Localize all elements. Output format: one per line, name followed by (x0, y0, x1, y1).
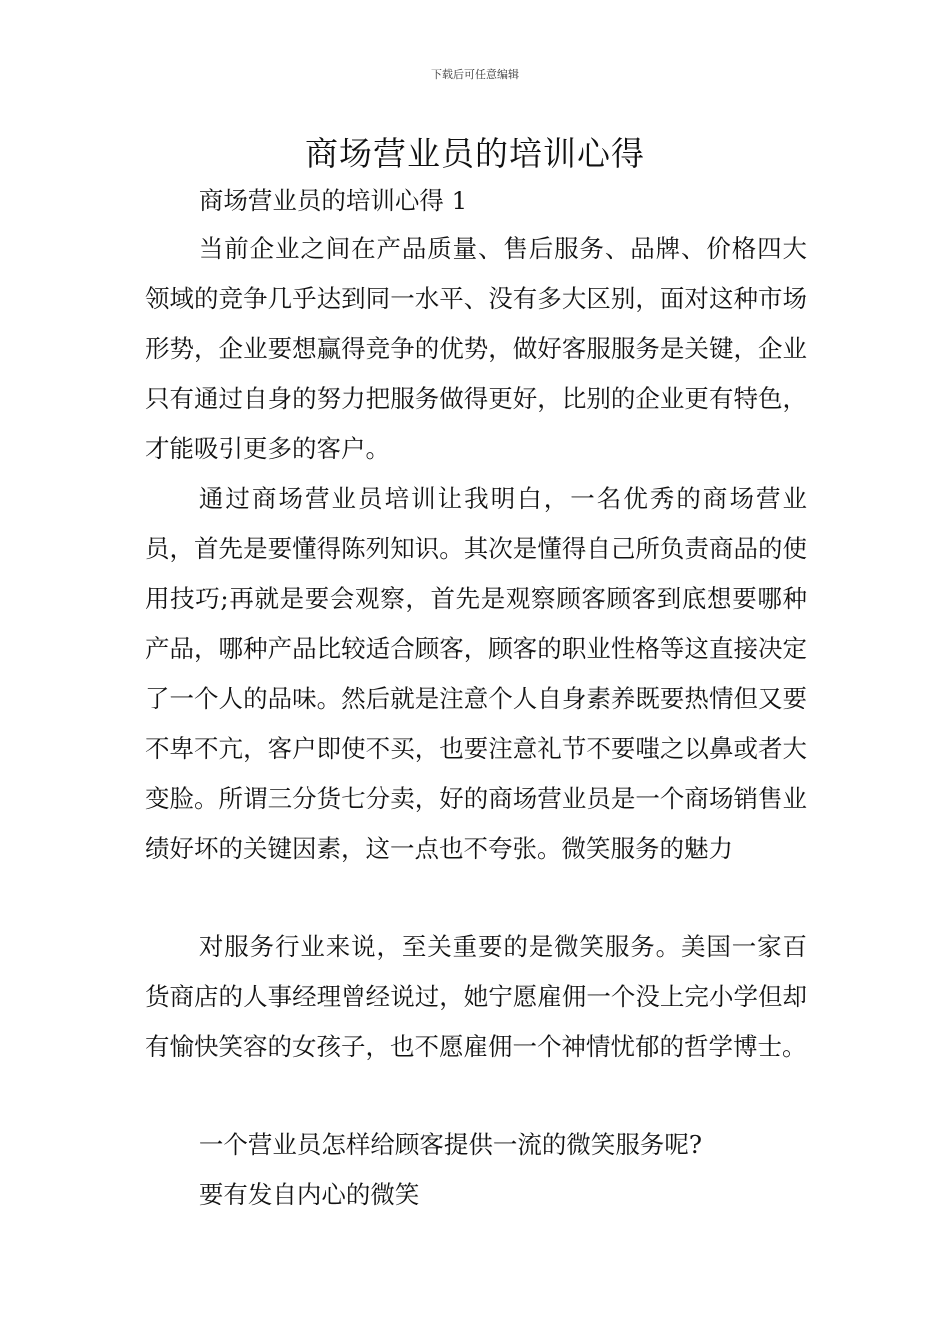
paragraph-text: 对服务行业来说，至关重要的是微笑服务。美国一家百货商店的人事经理曾经说过，她宁愿雇佣一个没上完小学但却有愉快笑容的女孩子，也不愿雇佣一个神情忧郁的哲学博士。 (145, 932, 807, 1061)
paragraph-1 (145, 224, 807, 474)
paragraph-5 (145, 1170, 807, 1220)
paragraph-text: 通过商场营业员培训让我明白，一名优秀的商场营业员，首先是要懂得陈列知识。其次是懂得自己所负责商品的使用技巧;再就是要会观察，首先是观察顾客顾客到底想要哪种产品，哪种产品比较适合顾客，顾客的职业性格等这直接决定了一个人的品味。然后就是注意个人自身素养既要热情但又要不卑不亢，客户即使不买，也要注意礼节不要嗤之以鼻或者大变脸。所谓三分货七分卖，好的商场营业员是一个商场销售业绩好坏的关键因素，这一点也不夸张。微笑服务的魅力 (145, 484, 807, 863)
paragraph-4 (145, 1120, 807, 1170)
subtitle-text: 商场营业员的培训心得 1 (198, 186, 468, 215)
paragraph-3 (145, 922, 807, 1072)
paragraph-text: 当前企业之间在产品质量、售后服务、品牌、价格四大领域的竞争几乎达到同一水平、没有多大区别，面对这种市场形势，企业要想赢得竞争的优势，做好客服服务是关键，企业只有通过自身的努力把服务做得更好，比别的企业更有特色，才能吸引更多的客户。 (145, 234, 807, 463)
document-subtitle (145, 176, 807, 226)
header-note: 下载后可任意编辑 (431, 68, 519, 81)
paragraph-text: 要有发自内心的微笑 (198, 1180, 420, 1209)
document-title: 商场营业员的培训心得 (305, 134, 645, 173)
paragraph-2 (145, 474, 807, 874)
paragraph-text: 一个营业员怎样给顾客提供一流的微笑服务呢? (198, 1130, 703, 1159)
